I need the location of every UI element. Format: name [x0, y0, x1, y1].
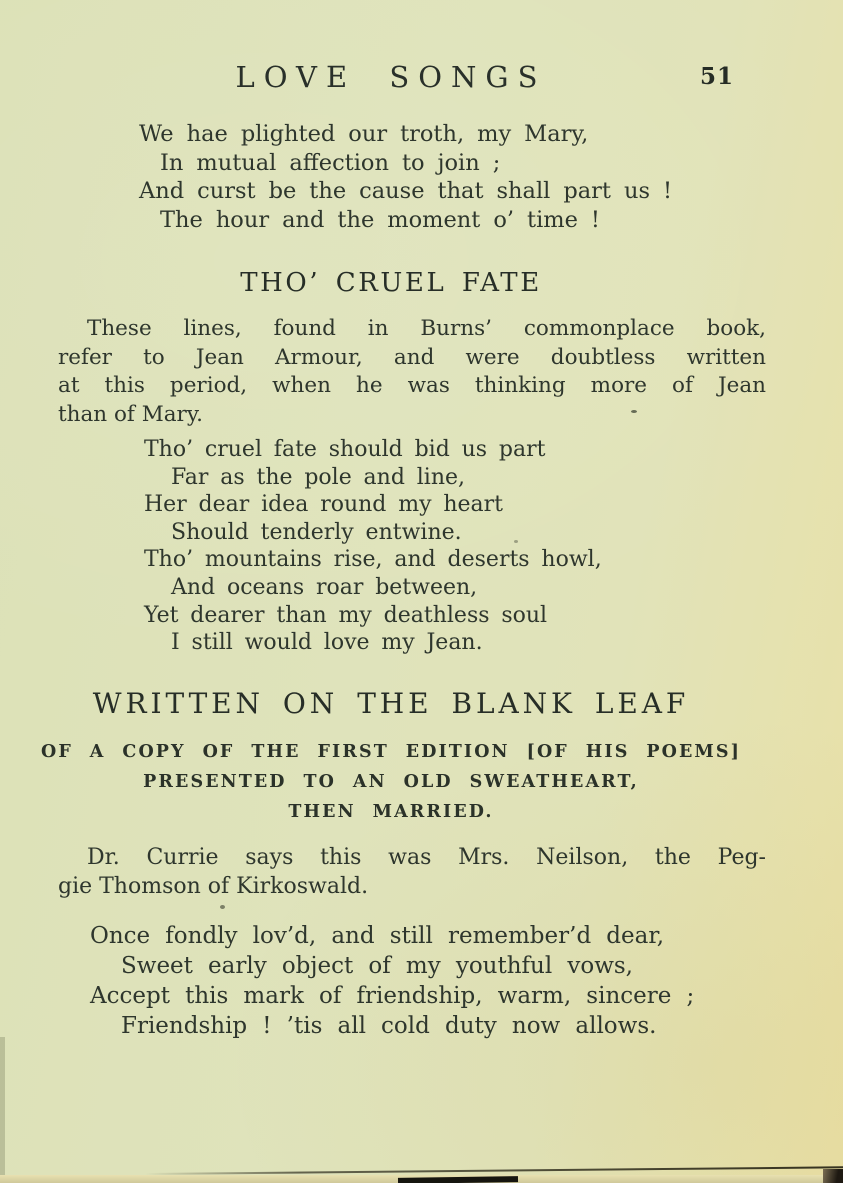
- bottom-right-corner-shadow: [823, 1169, 843, 1183]
- intro-paragraph-tho-cruel-fate: [58, 315, 766, 429]
- verse-line: Her dear idea round my heart: [144, 492, 504, 518]
- bottom-shadow-patch: [398, 1176, 518, 1183]
- section-subheading: [0, 737, 782, 827]
- verse-line: Tho’ cruel fate should bid us part: [144, 437, 546, 462]
- verse-line: Should tenderly entwine.: [171, 519, 462, 545]
- page-number: 51: [700, 63, 735, 90]
- stanza-tho-cruel-fate: [144, 436, 602, 657]
- verse-line: We hae plighted our troth, my Mary,: [139, 121, 589, 147]
- verse-line: The hour and the moment o’ time !: [160, 206, 600, 233]
- verse-line: Far as the pole and line,: [171, 464, 466, 490]
- page-edge-line: [145, 1166, 843, 1175]
- section-heading-tho-cruel-fate: THO’ CRUEL FATE: [240, 268, 542, 298]
- prose-line: at this period, when he was thinking more of Jean: [58, 373, 766, 399]
- stanza-once-fondly-loved: [90, 921, 694, 1041]
- prose-line: gie Thomson of Kirkoswald.: [58, 874, 369, 899]
- verse-line: I still would love my Jean.: [171, 630, 483, 656]
- verse-line: Sweet early object of my youthful vows,: [121, 953, 633, 979]
- verse-line: In mutual affection to join ;: [160, 149, 501, 176]
- verse-line: Friendship ! ’tis all cold duty now allows.: [121, 1013, 657, 1039]
- page-edge-shadow-left: [0, 1037, 5, 1177]
- subheading-line: PRESENTED TO AN OLD SWEATHEART,: [143, 772, 639, 792]
- verse-line: Once fondly lov’d, and still remember’d dear,: [90, 923, 665, 949]
- prose-line: These lines, found in Burns’ commonplace book,: [87, 316, 766, 341]
- subheading-line: THEN MARRIED.: [288, 802, 494, 822]
- verse-line: Tho’ mountains rise, and deserts howl,: [144, 547, 602, 573]
- prose-line: than of Mary.: [58, 401, 203, 427]
- verse-line: And oceans roar between,: [171, 574, 478, 600]
- section-heading-written-on-blank-leaf: WRITTEN ON THE BLANK LEAF: [92, 687, 690, 720]
- scan-speck: [631, 410, 637, 413]
- subheading-line: OF A COPY OF THE FIRST EDITION [OF HIS POEMS]: [40, 742, 742, 762]
- scan-speck: [220, 905, 225, 909]
- verse-line: And curst be the cause that shall part us !: [139, 178, 673, 204]
- prose-line: refer to Jean Armour, and were doubtless written: [58, 344, 766, 370]
- page-title: LOVE SONGS: [235, 60, 547, 94]
- scan-speck: [514, 540, 518, 543]
- intro-paragraph-blank-leaf: [58, 843, 766, 901]
- verse-line: Yet dearer than my deathless soul: [144, 602, 548, 628]
- running-head: [0, 60, 782, 94]
- verse-line: Accept this mark of friendship, warm, sincere ;: [90, 983, 695, 1009]
- stanza-plighted-troth: [139, 120, 672, 234]
- prose-line: Dr. Currie says this was Mrs. Neilson, the Peg-: [87, 845, 766, 870]
